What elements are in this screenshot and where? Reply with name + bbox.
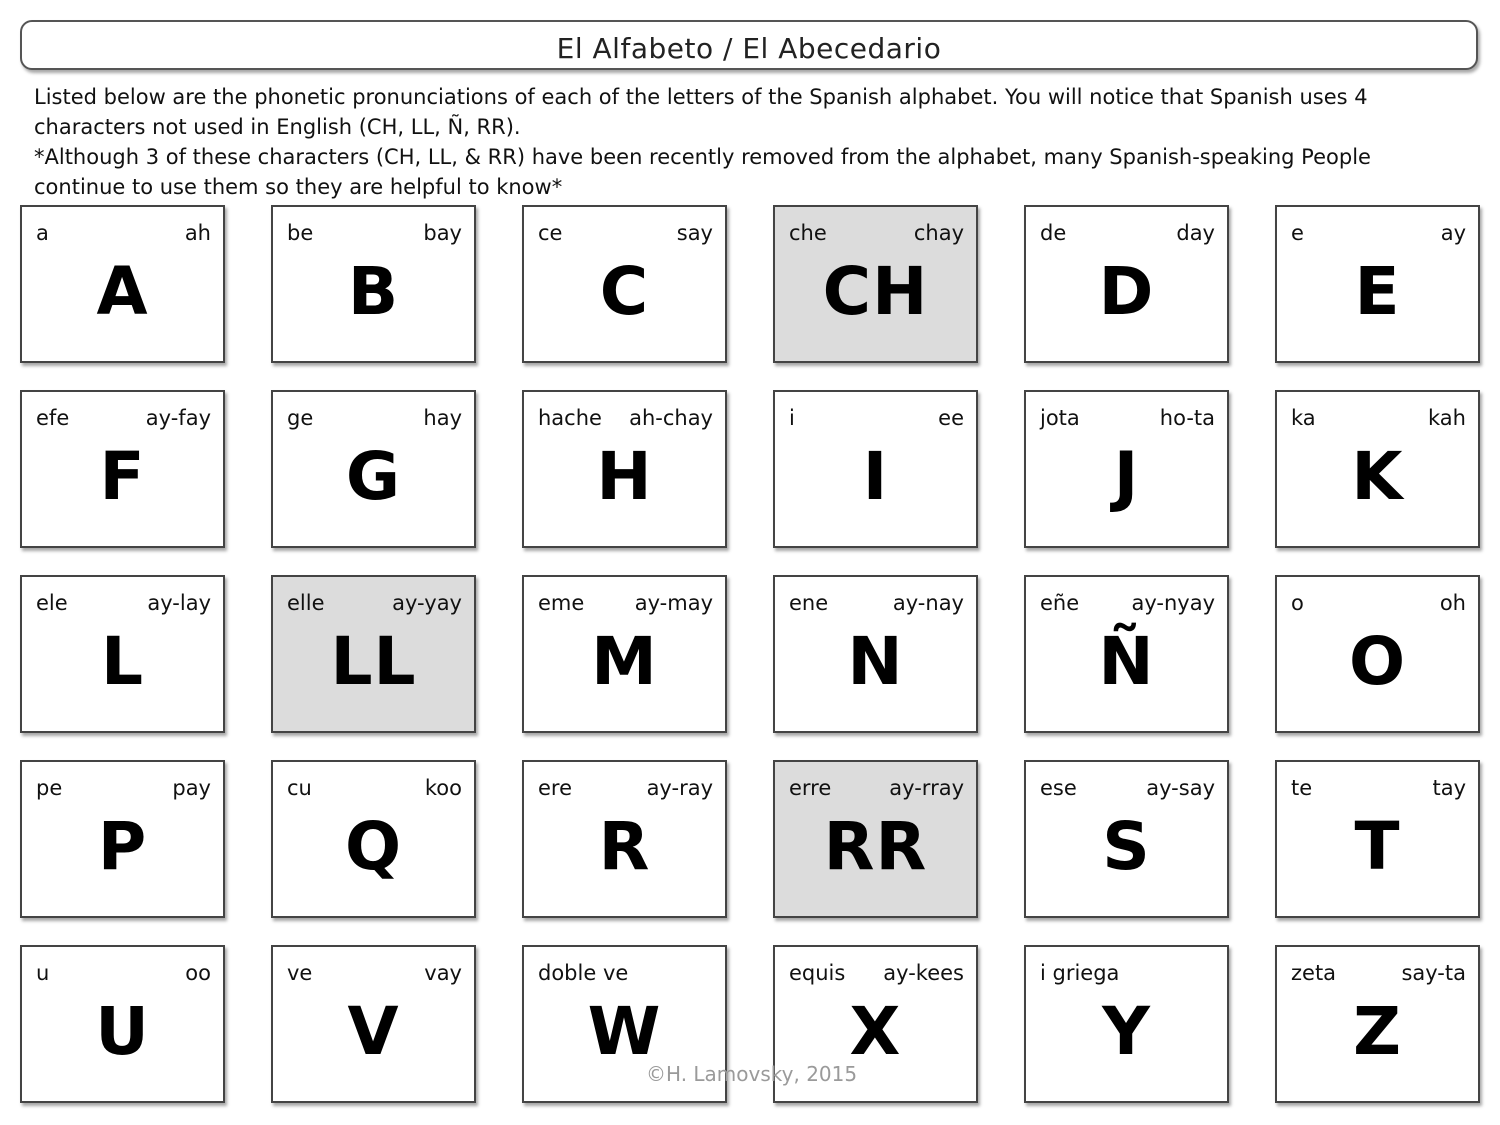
letter-pronunciation: kah [1428,406,1466,430]
letter-name: zeta [1291,961,1337,985]
letter-glyph: S [1102,808,1151,885]
letter-name: doble ve [538,961,629,985]
letter-pronunciation: chay [913,221,964,245]
letter-name: ene [789,591,829,615]
letter-name: ese [1040,776,1077,800]
letter-card [20,760,225,918]
page-title: El Alfabeto / El Abecedario [556,31,942,65]
letter-card [1024,945,1229,1103]
letter-pronunciation: ay-lay [147,591,211,615]
letter-pronunciation: ay-yay [392,591,462,615]
letter-name: ce [538,221,563,245]
letter-name: erre [789,776,832,800]
letter-glyph: I [862,438,889,515]
letter-card [20,575,225,733]
letter-pronunciation: ay-say [1146,776,1215,800]
letter-pronunciation: hay [423,406,462,430]
letter-card [1275,205,1480,363]
letter-glyph: Z [1353,993,1402,1070]
intro-paragraph-1: Listed below are the phonetic pronunciations of each of the letters of the Spanish alphabet. You will notice that Spanish uses 4 characters not used in English (CH, LL, Ñ, RR). [34,85,1368,139]
letter-pronunciation: tay [1432,776,1466,800]
letter-glyph: P [97,808,148,885]
letter-name: hache [538,406,602,430]
letter-card [773,390,978,548]
letter-card [1275,575,1480,733]
letter-name: che [789,221,827,245]
letter-pronunciation: oo [185,961,211,985]
letter-glyph: B [347,253,400,330]
letter-card [522,205,727,363]
letter-name: i griega [1040,961,1120,985]
letter-pronunciation: ay-fay [145,406,211,430]
letter-pronunciation: ah-chay [629,406,713,430]
letter-pronunciation: ay-kees [883,961,964,985]
letter-pronunciation: pay [172,776,211,800]
letter-pronunciation: say [676,221,713,245]
letter-name: u [36,961,50,985]
letter-glyph: K [1351,438,1404,515]
letter-name: o [1291,591,1304,615]
letter-pronunciation: oh [1439,591,1466,615]
letter-name: be [287,221,314,245]
letter-name: elle [287,591,325,615]
letter-name: efe [36,406,70,430]
letter-pronunciation: day [1176,221,1215,245]
letter-pronunciation: ay-rray [889,776,964,800]
letter-name: cu [287,776,312,800]
letter-pronunciation: ay-may [634,591,713,615]
intro-paragraph-2: *Although 3 of these characters (CH, LL, & RR) have been recently removed from the alphabet, many Spanish-speaking People continue to use them so they are helpful to know* [34,145,1371,199]
letter-card [20,945,225,1103]
letter-glyph: T [1354,808,1401,885]
letter-card [1024,390,1229,548]
intro-text [34,82,1464,202]
letter-card [522,760,727,918]
letter-glyph: L [100,623,145,700]
letter-glyph: D [1098,253,1155,330]
letter-pronunciation: koo [424,776,462,800]
letter-glyph: E [1354,253,1401,330]
letter-name: te [1291,776,1313,800]
letter-glyph: R [598,808,651,885]
letter-card [1024,205,1229,363]
letter-glyph: LL [330,623,417,700]
letter-glyph: Ñ [1098,623,1155,700]
letter-card [522,390,727,548]
copyright-notice: ©H. Lamovsky, 2015 [646,1062,858,1086]
letter-card [20,205,225,363]
letter-glyph: H [596,438,653,515]
letter-name: e [1291,221,1304,245]
letter-pronunciation: bay [423,221,462,245]
letter-glyph: Q [344,808,403,885]
letter-pronunciation: say-ta [1401,961,1466,985]
letter-name: ka [1291,406,1316,430]
letter-name: pe [36,776,63,800]
letter-card [271,575,476,733]
page-title-box [20,20,1478,70]
letter-card [1024,760,1229,918]
letter-glyph: G [345,438,402,515]
letter-card [773,575,978,733]
letter-card [271,390,476,548]
letter-glyph: Y [1102,993,1151,1070]
letter-card [20,390,225,548]
letter-name: jota [1040,406,1080,430]
letter-name: a [36,221,49,245]
letter-glyph: C [599,253,650,330]
letter-card [271,760,476,918]
letter-glyph: A [96,253,149,330]
letter-pronunciation: ee [938,406,964,430]
letter-pronunciation: ay-nay [892,591,964,615]
letter-name: i [789,406,795,430]
letter-card [773,760,978,918]
letter-glyph: U [95,993,150,1070]
letter-pronunciation: ay-ray [646,776,713,800]
letter-glyph: RR [823,808,928,885]
alphabet-grid [20,205,1482,1103]
letter-card [1275,945,1480,1103]
letter-name: ve [287,961,313,985]
letter-card [1024,575,1229,733]
letter-glyph: W [587,993,662,1070]
letter-name: eñe [1040,591,1080,615]
letter-card [773,205,978,363]
letter-name: ge [287,406,314,430]
letter-name: equis [789,961,846,985]
letter-glyph: J [1113,438,1140,515]
letter-card [1275,760,1480,918]
letter-card [271,945,476,1103]
letter-card [522,575,727,733]
letter-glyph: CH [822,253,929,330]
letter-pronunciation: ho-ta [1159,406,1215,430]
letter-glyph: O [1348,623,1407,700]
letter-pronunciation: ay [1440,221,1466,245]
letter-name: ele [36,591,68,615]
letter-glyph: X [849,993,902,1070]
letter-glyph: V [347,993,400,1070]
letter-card [1275,390,1480,548]
letter-name: de [1040,221,1067,245]
letter-pronunciation: ah [184,221,211,245]
letter-pronunciation: ay-nyay [1131,591,1215,615]
letter-pronunciation: vay [424,961,462,985]
letter-name: ere [538,776,573,800]
letter-name: eme [538,591,585,615]
letter-card [271,205,476,363]
letter-glyph: N [847,623,904,700]
letter-glyph: F [99,438,146,515]
letter-glyph: M [591,623,658,700]
